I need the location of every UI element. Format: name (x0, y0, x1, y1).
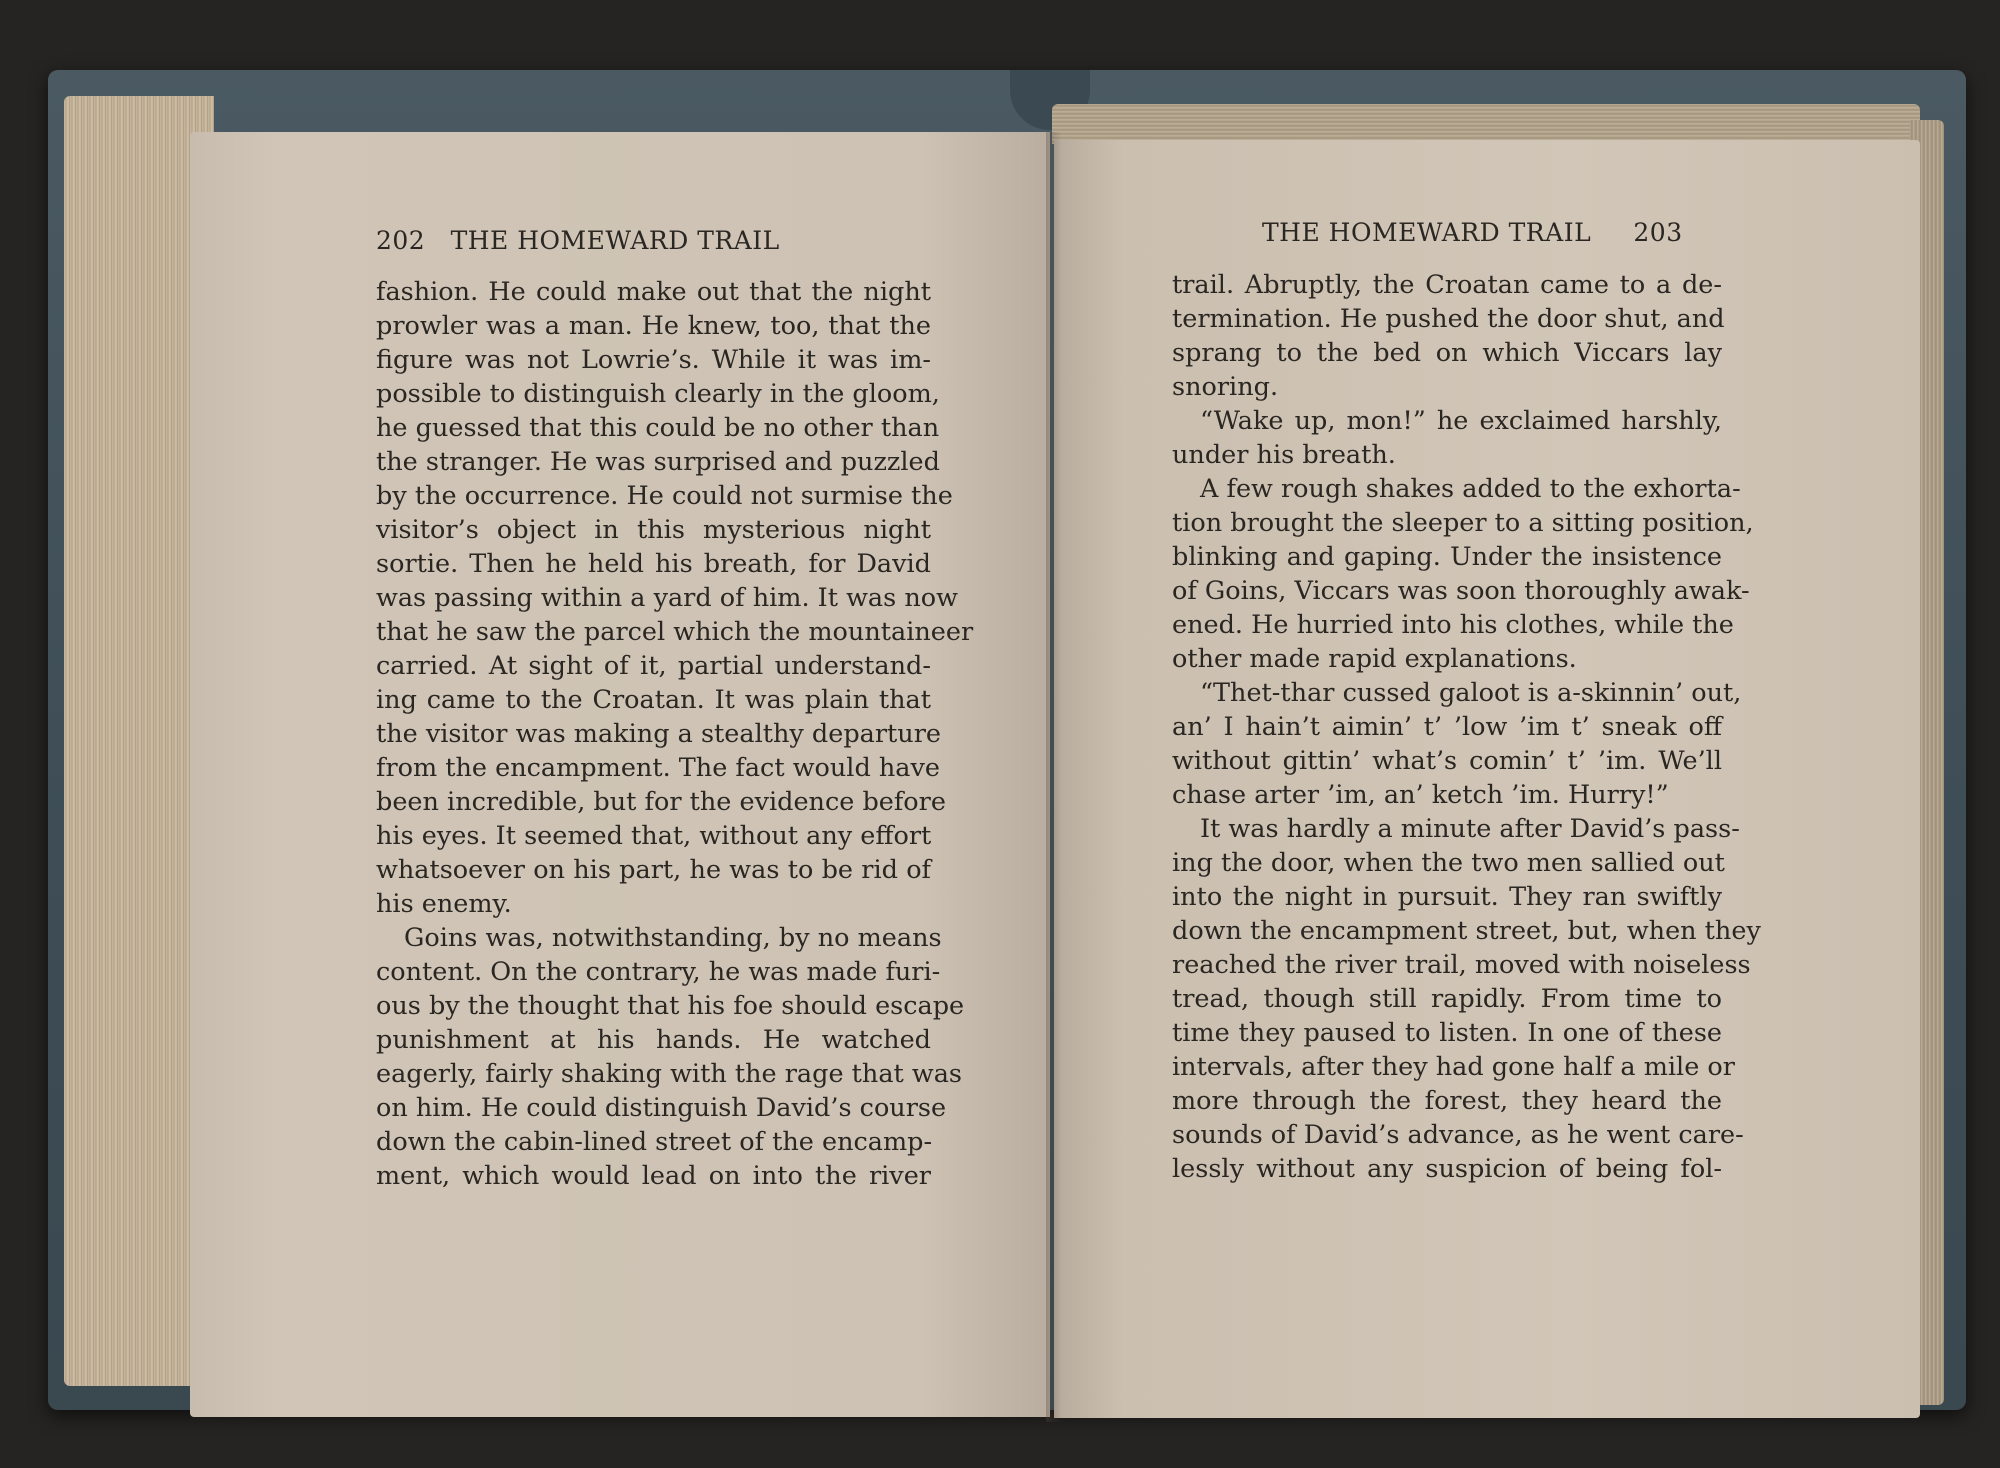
text-line: punishment at his hands. He watched (376, 1025, 931, 1055)
text-line: by the occurrence. He could not surmise the (376, 481, 953, 511)
text-line: “Thet-thar cussed galoot is a-skinnin’ out, (1200, 678, 1742, 708)
text-line: his enemy. (376, 889, 512, 919)
text-line: more through the forest, they heard the (1172, 1086, 1722, 1116)
text-line: tion brought the sleeper to a sitting position, (1172, 508, 1754, 538)
text-line: sortie. Then he held his breath, for David (376, 549, 931, 579)
text-line: been incredible, but for the evidence before (376, 787, 946, 817)
text-line: termination. He pushed the door shut, and (1172, 304, 1725, 334)
left-page-text (376, 275, 974, 1193)
text-line: into the night in pursuit. They ran swiftly (1172, 882, 1722, 912)
text-line: ing came to the Croatan. It was plain that (376, 685, 931, 715)
text-line: reached the river trail, moved with noiseless (1172, 950, 1751, 980)
text-line: an’ I hain’t aimin’ t’ ’low ’im t’ sneak off (1172, 712, 1722, 742)
text-line: fashion. He could make out that the night (376, 277, 931, 307)
text-line: down the cabin-lined street of the encamp- (376, 1127, 933, 1157)
right-page-text (1172, 268, 1761, 1186)
text-line: ous by the thought that his foe should escape (376, 991, 965, 1021)
left-page (190, 132, 1050, 1417)
text-line: the visitor was making a stealthy departure (376, 719, 941, 749)
text-line: time they paused to listen. In one of these (1172, 1018, 1722, 1048)
text-line: was passing within a yard of him. It was now (376, 583, 958, 613)
text-line: ened. He hurried into his clothes, while the (1172, 610, 1734, 640)
left-page-header (376, 226, 780, 255)
right-page-header (1262, 218, 1683, 247)
text-line: his eyes. It seemed that, without any effort (376, 821, 932, 851)
page-number-right: 203 (1633, 218, 1683, 247)
text-line: that he saw the parcel which the mountaineer (376, 617, 974, 647)
text-line: eagerly, fairly shaking with the rage that was (376, 1059, 962, 1089)
text-line: “Wake up, mon!” he exclaimed harshly, (1200, 406, 1722, 436)
text-line: he guessed that this could be no other than (376, 413, 940, 443)
text-line: ment, which would lead on into the river (376, 1161, 931, 1191)
text-line: content. On the contrary, he was made furi- (376, 957, 941, 987)
text-line: without gittin’ what’s comin’ t’ ’im. We’ll (1172, 746, 1722, 776)
page-number-left: 202 (376, 226, 426, 255)
text-line: possible to distinguish clearly in the gloom, (376, 379, 940, 409)
text-line: prowler was a man. He knew, too, that the (376, 311, 931, 341)
text-line: other made rapid explanations. (1172, 644, 1577, 674)
text-line: on him. He could distinguish David’s course (376, 1093, 947, 1123)
text-line: ing the door, when the two men sallied out (1172, 848, 1725, 878)
page-edges-top (1052, 104, 1920, 144)
text-line: from the encampment. The fact would have (376, 753, 941, 783)
text-line: whatsoever on his part, he was to be rid of (376, 855, 931, 885)
text-line: Goins was, notwithstanding, by no means (404, 923, 942, 953)
text-line: sounds of David’s advance, as he went care- (1172, 1120, 1744, 1150)
text-line: sprang to the bed on which Viccars lay (1172, 338, 1722, 368)
text-line: blinking and gaping. Under the insistence (1172, 542, 1722, 572)
running-title-left: THE HOMEWARD TRAIL (450, 226, 780, 255)
running-title-right: THE HOMEWARD TRAIL (1262, 218, 1592, 247)
text-line: of Goins, Viccars was soon thoroughly awak- (1172, 576, 1750, 606)
text-line: chase arter ’im, an’ ketch ’im. Hurry!” (1172, 780, 1669, 810)
book-gutter (1046, 132, 1062, 1422)
text-line: under his breath. (1172, 440, 1396, 470)
text-line: snoring. (1172, 372, 1279, 402)
text-line: down the encampment street, but, when they (1172, 916, 1761, 946)
text-line: the stranger. He was surprised and puzzled (376, 447, 940, 477)
text-line: tread, though still rapidly. From time to (1172, 984, 1722, 1014)
text-line: trail. Abruptly, the Croatan came to a de- (1172, 270, 1722, 300)
text-line: A few rough shakes added to the exhorta- (1200, 474, 1741, 504)
text-line: lessly without any suspicion of being fol- (1172, 1154, 1722, 1184)
text-line: It was hardly a minute after David’s pass- (1200, 814, 1740, 844)
right-page (1054, 140, 1920, 1418)
text-line: visitor’s object in this mysterious night (376, 515, 931, 545)
text-line: intervals, after they had gone half a mile or (1172, 1052, 1735, 1082)
text-line: figure was not Lowrie’s. While it was im- (376, 345, 931, 375)
text-line: carried. At sight of it, partial understand- (376, 651, 931, 681)
